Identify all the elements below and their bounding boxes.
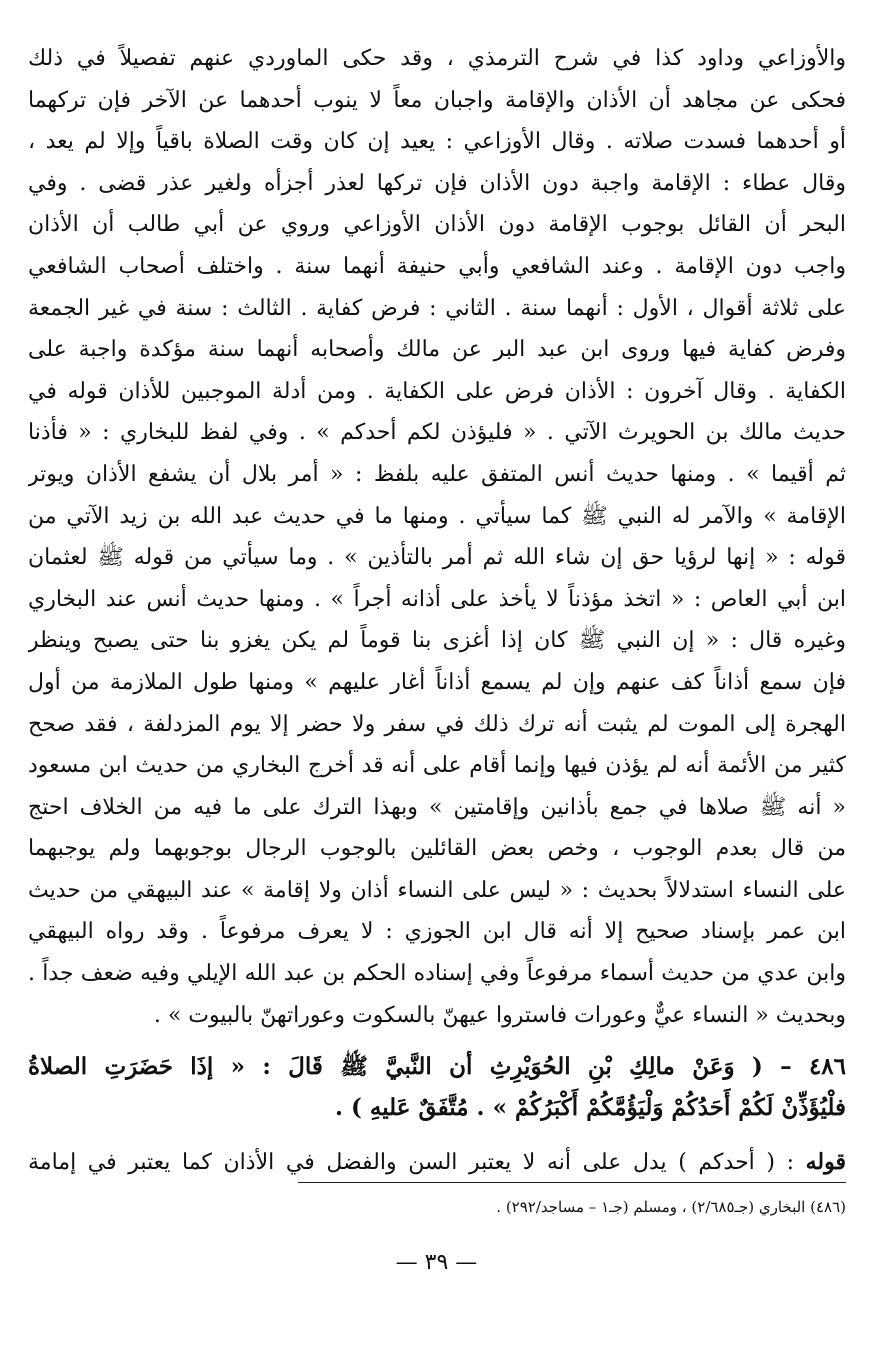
text-line: الكفاية . وقال آخرون : الأذان فرض على الكفاية . ومن أدلة الموجبين للأذان قوله في	[28, 378, 846, 404]
page-number: — ٣٩ —	[395, 1250, 478, 1275]
hadith-line: ٤٨٦ – ( وَعَنْ مالِكِ بْنِ الحُوَيْرِثِ أن النَّبيَّ ﷺ قَالَ : « إذَا حَضَرَتِ الصلاةُ	[28, 1053, 846, 1081]
comment-lead: قوله	[805, 1149, 846, 1176]
text-line: من قال بعدم الوجوب ، وخص بعض القائلين بالوجوب الرجال بوجوبهما ولم يوجبهما	[28, 836, 846, 862]
text-line: قوله : « إنها لرؤيا حق إن شاء الله ثم أمر بالتأذين » . وما سيأتي من قوله ﷺ لعثمان	[28, 545, 846, 571]
text-line: وقال عطاء : الإقامة واجبة دون الأذان فإن تركها لعذر أجزأه ولغير عذر قضى . وفي	[28, 170, 846, 196]
text-line: واجب دون الإقامة . وعند الشافعي وأبي حنيفة أنهما سنة . واختلف أصحاب الشافعي	[28, 253, 846, 279]
hadith-486	[28, 1046, 846, 1128]
text-line: وابن عدي من حديث أسماء مرفوعاً وفي إسناده الحكم بن عبد الله الإيلي وفيه ضعف جداً .	[28, 961, 846, 987]
text-line: فحكى عن مجاهد أن الأذان والإقامة واجبان معاً لا ينوب أحدهما عن الآخر فإن تركهما	[28, 87, 846, 113]
text-line: الإقامة » والآمر له النبي ﷺ كما سيأتي . ومنها ما في حديث عبد الله بن زيد الآتي من	[28, 503, 846, 529]
text-line: ابن عمر بإسناد صحيح إلا أنه قال ابن الجوزي : لا يعرف مرفوعاً . وقد رواه البيهقي	[28, 919, 846, 945]
text-line: والأوزاعي وداود كذا في شرح الترمذي ، وقد حكى الماوردي عنهم تفصيلاً في ذلك	[28, 46, 846, 71]
footnote: (٤٨٦) البخاري (جـ٢/٦٨٥) ، ومسلم (جـ١ – مساجد/٢٩٢) .	[496, 1198, 846, 1216]
text-line: الهجرة إلى الموت لم يثبت أنه ترك ذلك في سفر ولا حضر إلا يوم المزدلفة ، فقد صحح	[28, 711, 846, 737]
text-line: أو أحدهما فسدت صلاته . وقال الأوزاعي : يعيد إن كان وقت الصلاة باقياً وإلا لم يعد ،	[28, 129, 846, 155]
text-line: ابن أبي العاص : « اتخذ مؤذناً لا يأخذ على أذانه أجراً » . ومنها حديث أنس عند البخاري	[28, 586, 846, 612]
text-line: وغيره قال : « إن النبي ﷺ كان إذا أغزى بنا قوماً لم يكن يغزو بنا حتى يصبح وينظر	[28, 628, 846, 654]
hadith-line: فلْيُؤَذِّنْ لَكُمْ أَحَدُكُمْ وَلْيَؤُمَّكُمْ أَكْبَرُكُمْ » . مُتَّفَقٌ عَليهِ ) .	[334, 1094, 846, 1122]
text-line: على النساء استدلالاً بحديث : « ليس على النساء أذان ولا إقامة » عند البيهقي من حديث	[28, 877, 846, 903]
text-line: وبحديث « النساء عيٌّ وعورات فاستروا عيهنّ بالسكوت وعوراتهنّ بالبيوت » .	[153, 1002, 846, 1028]
text-line: ثم أقيما » . ومنها حديث أنس المتفق عليه بلفظ : « أمر بلال أن يشفع الأذان ويوتر	[28, 461, 846, 487]
text-line: البحر أن القائل بوجوب الإقامة دون الأذان الأوزاعي وروي عن أبي طالب أن الأذان	[28, 212, 846, 238]
text-line: حديث مالك بن الحويرث الآتي . « فليؤذن لكم أحدكم » . وفي لفظ للبخاري : « فأذنا	[28, 420, 846, 446]
text-line: وفرض كفاية فيها وروى ابن عبد البر عن مالك وأصحابه أنهما سنة مؤكدة واجبة على	[28, 337, 846, 363]
text-line: « أنه ﷺ صلاها في جمع بأذانين وإقامتين » وبهذا الترك على ما فيه من الخلاف احتج	[28, 794, 846, 820]
footnote-separator	[298, 1182, 846, 1183]
page-text	[28, 38, 846, 1183]
text-line: على ثلاثة أقوال ، الأول : أنهما سنة . الثاني : فرض كفاية . الثالث : سنة في غير الجمعة	[28, 295, 846, 321]
text-line: فإن سمع أذاناً كف عنهم وإن لم يسمع أذاناً أغار عليهم » ومنها طول الملازمة من أول	[28, 669, 846, 695]
text-line: كثير من الأئمة أنه لم يؤذن فيها وإنما أقام على أنه قد أخرج البخاري من حديث ابن مسعود	[28, 753, 846, 779]
commentary-body	[28, 38, 846, 1036]
commentary-on-hadith	[28, 1142, 846, 1183]
comment-text: : ( أحدكم ) يدل على أنه لا يعتبر السن والفضل في الأذان كما يعتبر في إمامة	[28, 1150, 806, 1176]
